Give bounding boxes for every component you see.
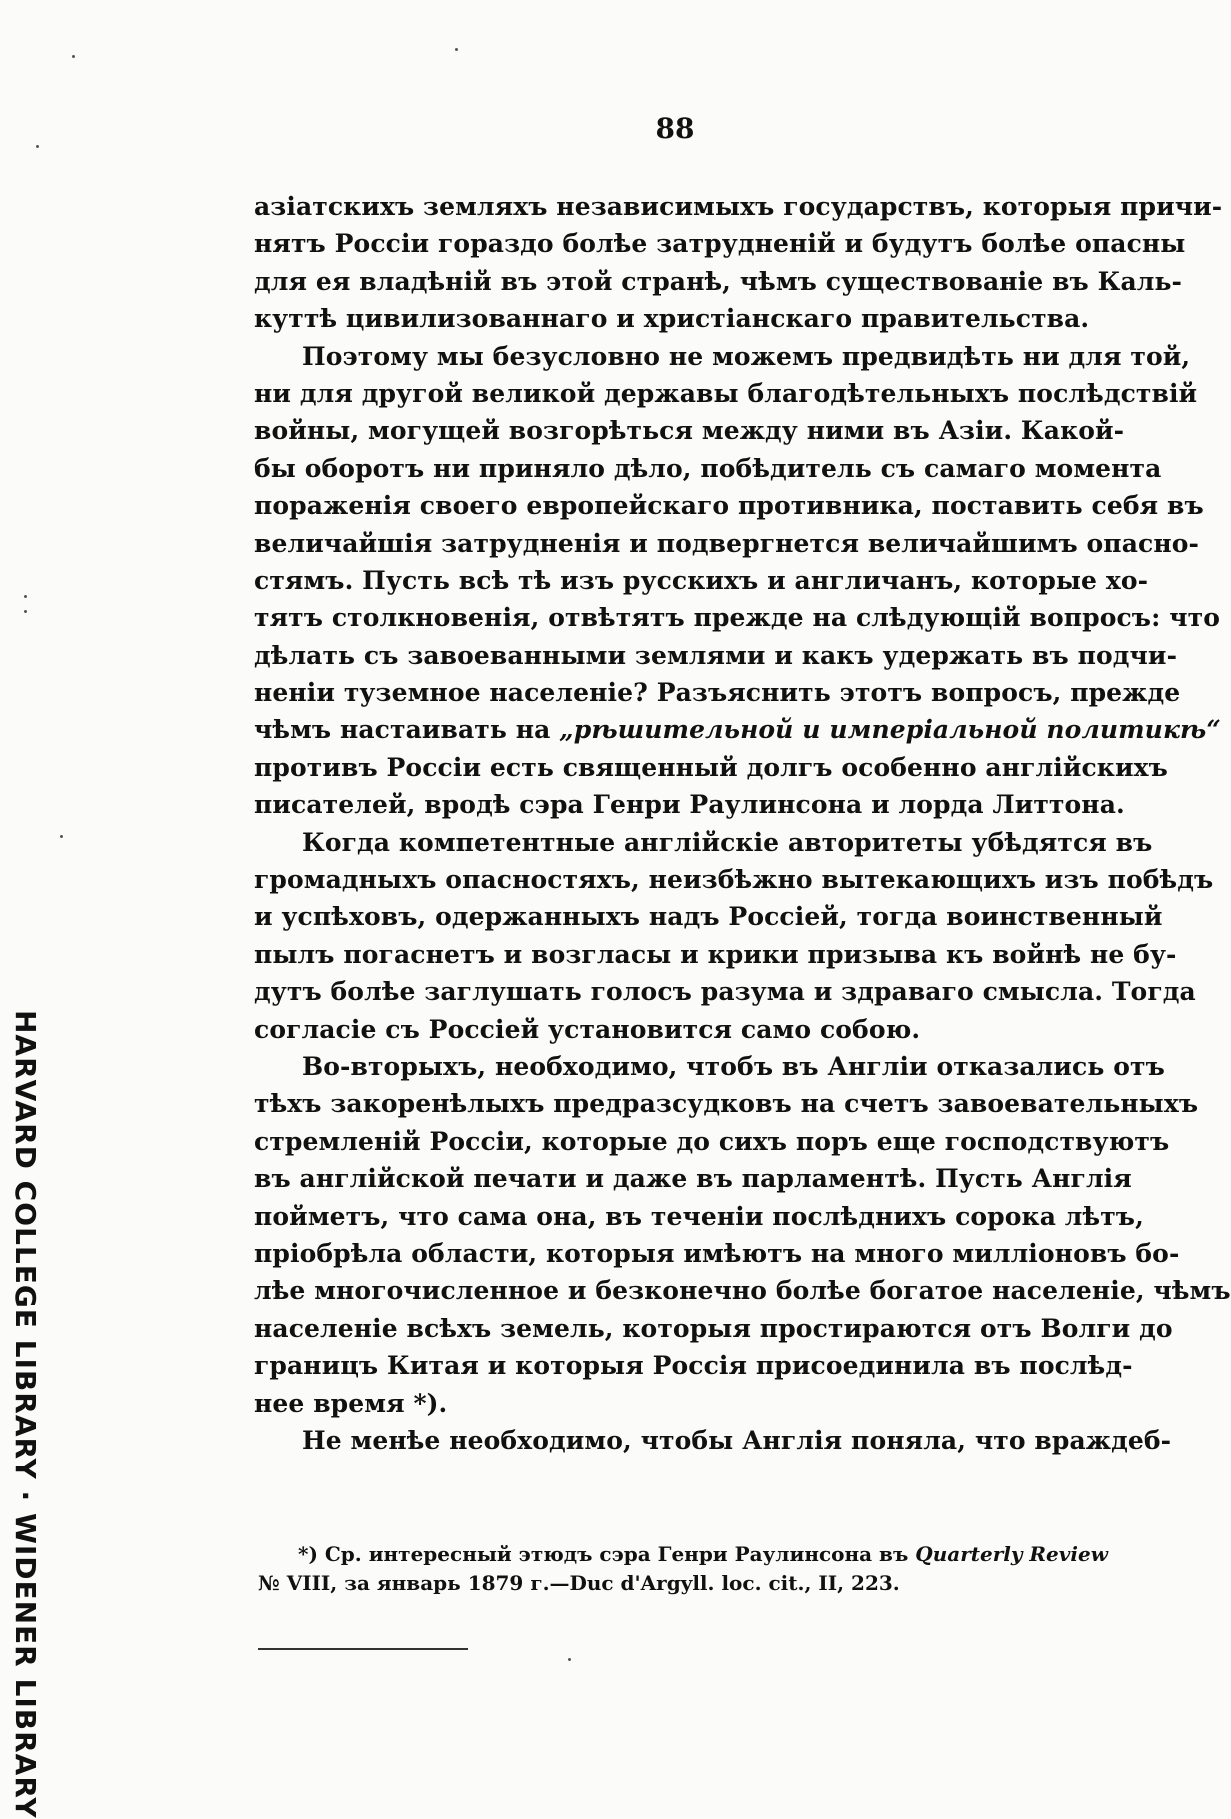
text-line: стремленій Россіи, которые до сихъ поръ еще господствуютъ [254, 1126, 1170, 1156]
text-fragment: чѣмъ настаивать на [254, 715, 551, 745]
text-line: нее время *). [254, 1388, 448, 1418]
speck [72, 55, 75, 58]
text-line: согласіе съ Россіей установится само собою. [254, 1014, 921, 1044]
library-stamp-text: HARVARD COLLEGE LIBRARY · WIDENER LIBRARY [9, 1010, 42, 1819]
body-text [254, 188, 1231, 1459]
text-line: величайшія затрудненія и подвергнется величайшимъ опасно- [254, 528, 1199, 558]
italic-phrase: „рѣшительной и имперіальной политикѣ“ [559, 715, 1221, 745]
text-line: неніи туземное населеніе? Разъяснить этотъ вопросъ, прежде [254, 678, 1181, 708]
text-line: пылъ погаснетъ и возгласы и крики призыва къ войнѣ не бу- [254, 939, 1177, 969]
text-line: азіатскихъ земляхъ независимыхъ государствъ, которыя причи- [254, 192, 1223, 221]
text-line: противъ Россіи есть священный долгъ особенно англійскихъ [254, 752, 1168, 782]
text-line: нятъ Россіи гораздо болѣе затрудненій и будутъ болѣе опасны [254, 229, 1186, 259]
text-line: тѣхъ закоренѣлыхъ предразсудковъ на счетъ завоевательныхъ [254, 1089, 1199, 1119]
text-line: Не менѣе необходимо, чтобы Англія поняла, что враждеб- [302, 1425, 1172, 1455]
speck [24, 595, 27, 598]
footnote-line [258, 1540, 1108, 1569]
text-line [254, 711, 1221, 748]
library-stamp [6, 1010, 42, 1819]
text-line: стямъ. Пусть всѣ тѣ изъ русскихъ и англичанъ, которые хо- [254, 565, 1149, 595]
text-line: куттѣ цивилизованнаго и христіанскаго правительства. [254, 304, 1090, 334]
text-line: пораженія своего европейскаго противника, поставить себя въ [254, 491, 1204, 521]
speck [24, 610, 27, 613]
text-line: писателей, вродѣ сэра Генри Раулинсона и лорда Литтона. [254, 790, 1125, 820]
text-line: пойметъ, что сама она, въ теченіи послѣднихъ сорока лѣтъ, [254, 1201, 1144, 1231]
text-line: дутъ болѣе заглушать голосъ разума и здраваго смысла. Тогда [254, 977, 1196, 1007]
footnote-line: № VIII, за январь 1879 г.—Duc d'Argyll. loc. cit., II, 223. [258, 1571, 900, 1595]
speck [36, 145, 39, 148]
speck [455, 48, 458, 51]
speck [60, 835, 63, 838]
speck [568, 1658, 571, 1661]
text-line: Когда компетентные англійскіе авторитеты убѣдятся въ [302, 827, 1153, 857]
footnote-text: *) Ср. интересный этюдъ сэра Генри Раулинсона въ [298, 1542, 909, 1566]
text-line: лѣе многочисленное и безконечно болѣе богатое населеніе, чѣмъ [254, 1276, 1231, 1306]
text-line: дѣлать съ завоеванными землями и какъ удержать въ подчи- [254, 640, 1178, 670]
text-line: границъ Китая и которыя Россія присоединила въ послѣд- [254, 1351, 1133, 1381]
text-line: громадныхъ опасностяхъ, неизбѣжно вытекающихъ изъ побѣдъ [254, 865, 1214, 895]
text-line: Поэтому мы безусловно не можемъ предвидѣть ни для той, [302, 341, 1191, 371]
text-line: для ея владѣній въ этой странѣ, чѣмъ существованіе въ Каль- [254, 266, 1183, 296]
text-line: и успѣховъ, одержанныхъ надъ Россіей, тогда воинственный [254, 902, 1163, 932]
footnote-rule [258, 1648, 468, 1650]
text-line: ни для другой великой державы благодѣтельныхъ послѣдствій [254, 378, 1198, 408]
text-line: тятъ столкновенія, отвѣтятъ прежде на слѣдующій вопросъ: что [254, 603, 1220, 633]
text-line: населеніе всѣхъ земель, которыя простираются отъ Волги до [254, 1313, 1173, 1343]
footnote-journal: Quarterly Review [915, 1542, 1108, 1566]
page-number: 88 [655, 112, 695, 145]
text-line: Во-вторыхъ, необходимо, чтобъ въ Англіи отказались отъ [302, 1051, 1165, 1081]
text-line: бы оборотъ ни приняло дѣло, побѣдитель съ самаго момента [254, 453, 1162, 483]
text-line: пріобрѣла области, которыя имѣютъ на много милліоновъ бо- [254, 1238, 1180, 1268]
text-line: войны, могущей возгорѣться между ними въ Азіи. Какой- [254, 416, 1125, 446]
footnote [258, 1540, 1108, 1598]
text-line: въ англійской печати и даже въ парламентѣ. Пусть Англія [254, 1164, 1132, 1194]
